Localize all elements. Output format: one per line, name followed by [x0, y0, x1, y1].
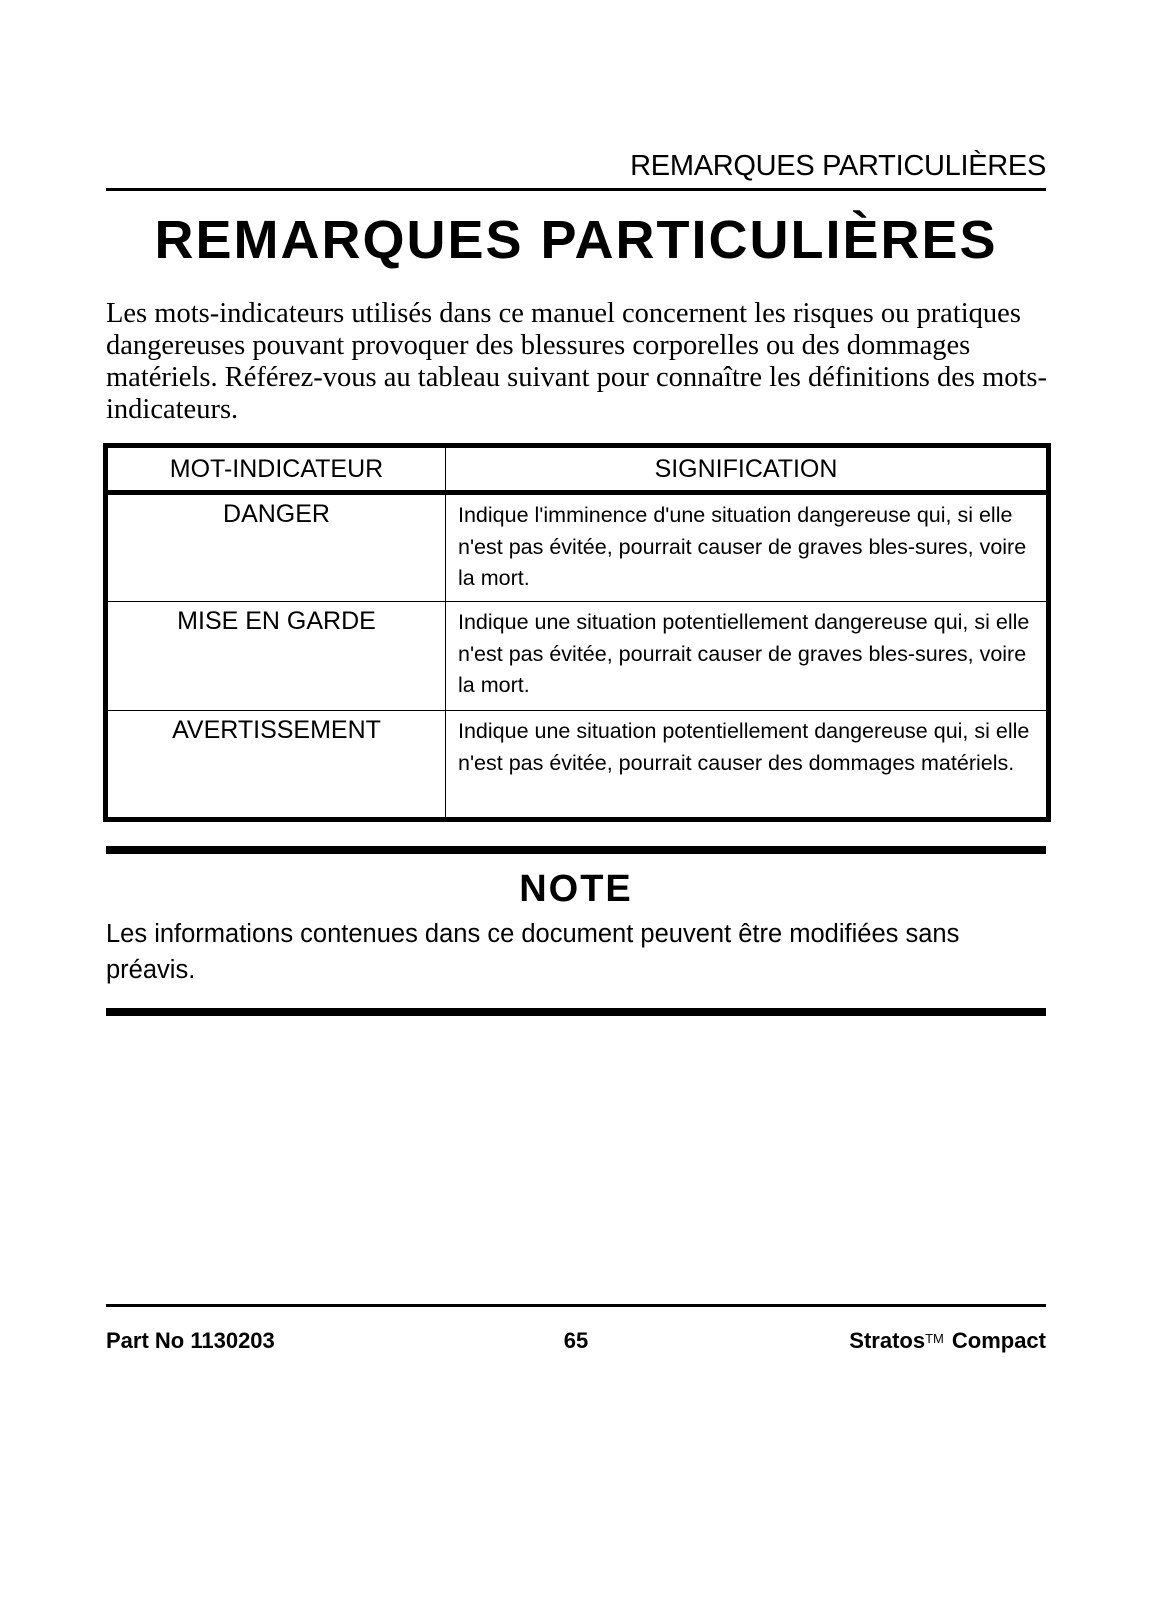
- product-name-block: [849, 1326, 1046, 1356]
- page-title: REMARQUES PARTICULIÈRES: [154, 210, 998, 270]
- signal-word-avertissement: AVERTISSEMENT: [106, 711, 446, 820]
- table-header-row: [106, 446, 1049, 493]
- page-number: 65: [563, 1328, 589, 1353]
- page-footer: [106, 1326, 1046, 1356]
- table-row: [106, 602, 1049, 711]
- header-rule: [106, 188, 1046, 191]
- signal-words-table: [103, 443, 1051, 822]
- part-number: Part No 1130203: [106, 1328, 275, 1353]
- intro-paragraph: Les mots-indicateurs utilisés dans ce manuel concernent les risques ou pratiques dangereuses pouvant provoquer des blessures corporelles ou des dommages matériels. Référez-vous au tableau suivant pour connaître les définitions des mots-indicateurs.: [106, 298, 1048, 425]
- product-variant: Compact: [951, 1328, 1046, 1353]
- table-row: [106, 711, 1049, 820]
- product-name: Stratos: [849, 1328, 926, 1353]
- running-header: REMARQUES PARTICULIÈRES: [630, 150, 1046, 182]
- signal-word-mise-en-garde: MISE EN GARDE: [106, 602, 446, 711]
- meaning-mise-en-garde: Indique une situation potentiellement dangereuse qui, si elle n'est pas évitée, pourrait causer de graves bles-sures, voire la mort.: [446, 602, 1049, 711]
- signal-word-danger: DANGER: [106, 493, 446, 602]
- footer-rule: [106, 1304, 1046, 1307]
- meaning-danger: Indique l'imminence d'une situation dangereuse qui, si elle n'est pas évitée, pourrait causer de graves bles-sures, voire la mort.: [446, 493, 1049, 602]
- table-row: [106, 493, 1049, 602]
- column-header-word: MOT-INDICATEUR: [106, 446, 446, 493]
- note-title: NOTE: [519, 868, 633, 910]
- note-text: Les informations contenues dans ce document peuvent être modifiées sans préavis.: [106, 920, 960, 984]
- column-header-meaning: SIGNIFICATION: [446, 446, 1049, 493]
- trademark-symbol: TM: [925, 1331, 944, 1346]
- note-top-rule: [106, 846, 1046, 854]
- meaning-avertissement: Indique une situation potentiellement dangereuse qui, si elle n'est pas évitée, pourrait causer des dommages matériels.: [458, 719, 1030, 775]
- note-bottom-rule: [106, 1008, 1046, 1016]
